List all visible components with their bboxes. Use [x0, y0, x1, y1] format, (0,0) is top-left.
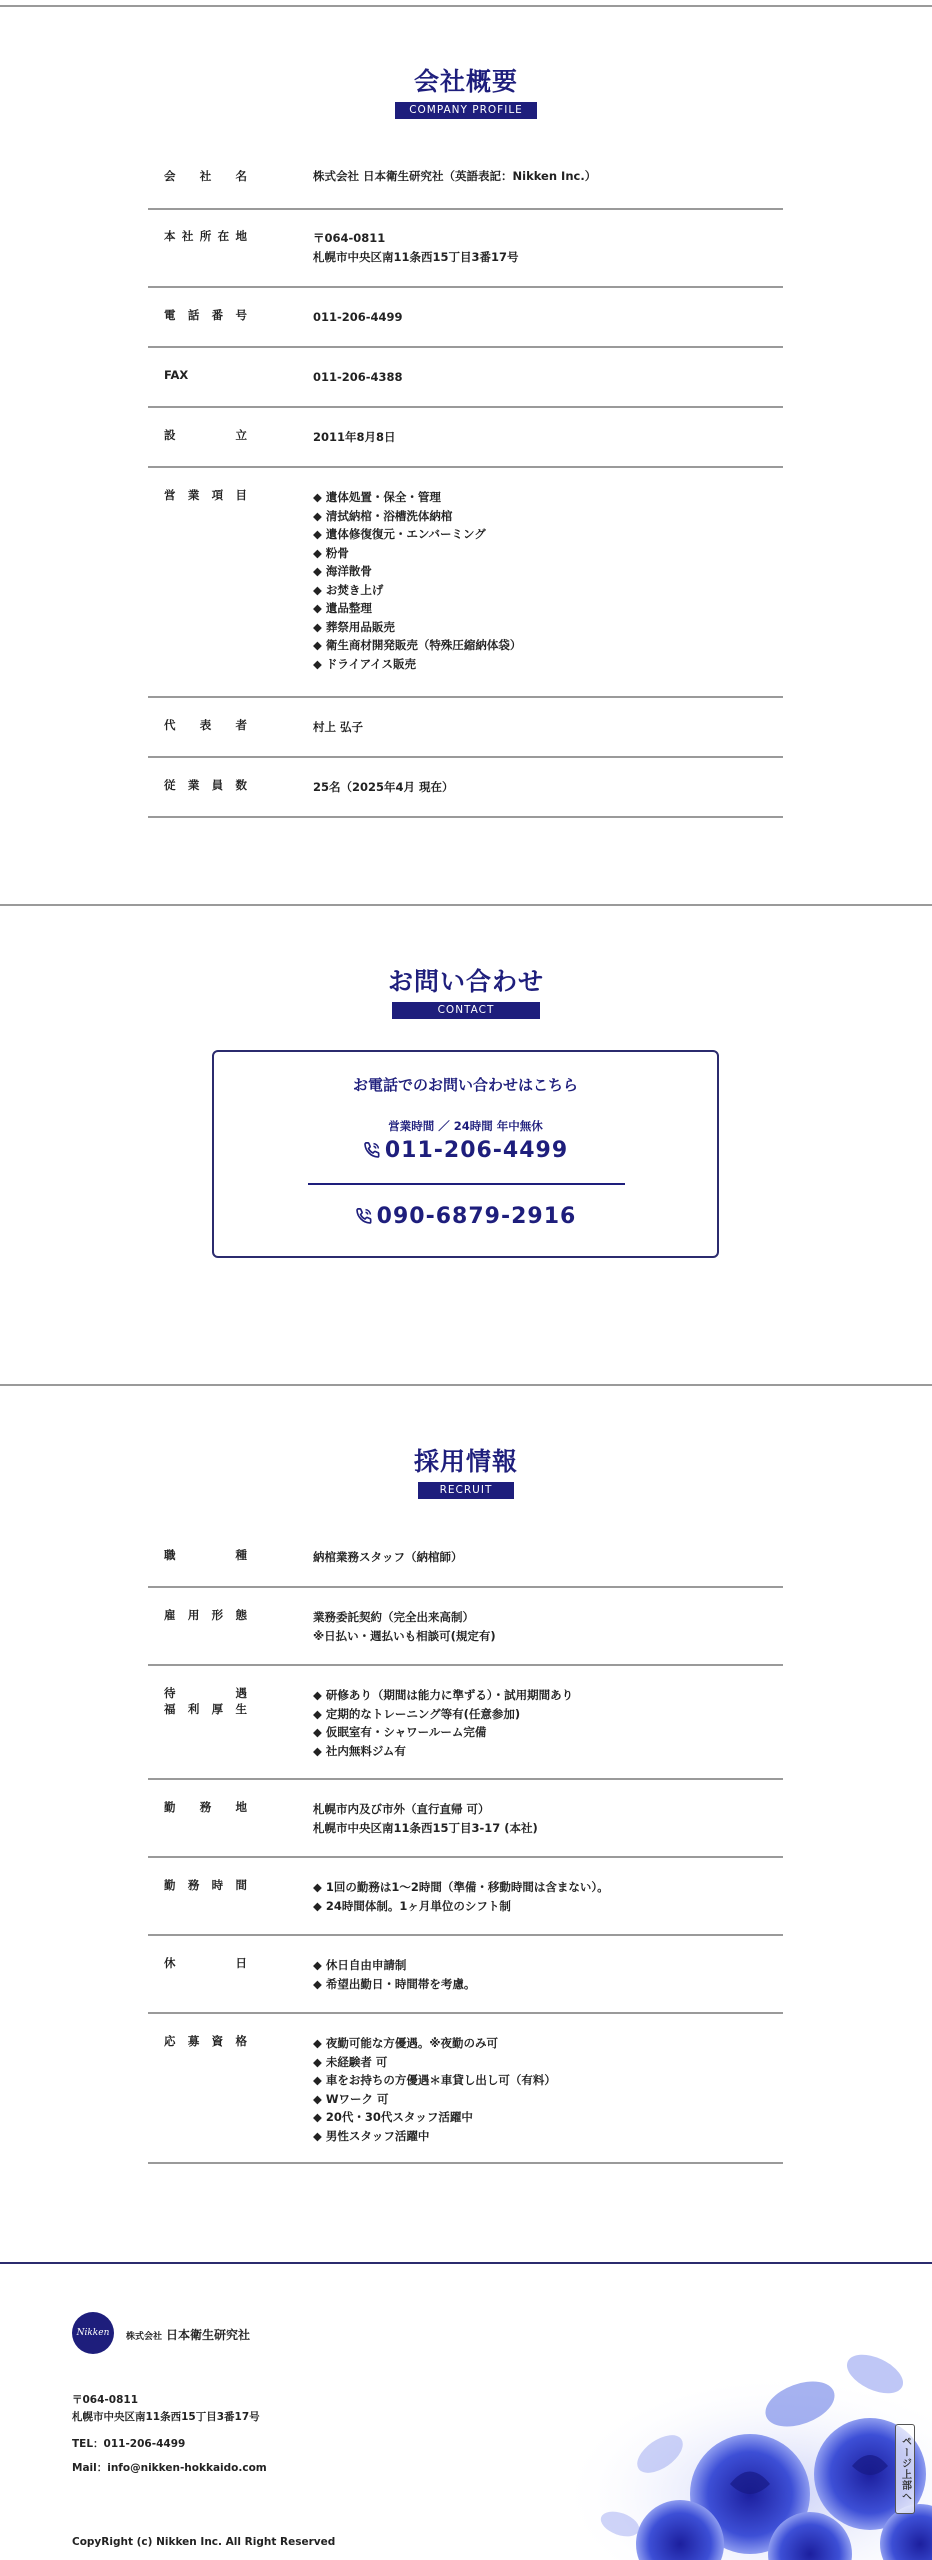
company-profile-tag: COMPANY PROFILE [395, 102, 537, 119]
company-profile-heading [0, 66, 932, 119]
row-value: 〒064-0811 札幌市中央区南11条西15丁目3番17号 [313, 231, 519, 264]
footer-address: 〒064-0811 札幌市中央区南11条西15丁目3番17号 [72, 2394, 260, 2423]
footer-tel[interactable]: TEL：011-206-4499 [72, 2438, 186, 2450]
row-value: 2011年8月8日 [313, 430, 396, 444]
row-value: ◆ 遺体処置・保全・管理 ◆ 清拭納棺・浴槽洗体納棺 ◆ 遺体修復復元・エンバーミング ◆ 粉骨 ◆ 海洋散骨 ◆ お焚き上げ ◆ 遺品整理 ◆ 葬祭用品販売 ◆ 衛生商材開発販売（特殊圧縮納体袋） ◆ ドライアイス販売 [313, 490, 522, 671]
row-label: 職種 [164, 1548, 247, 1562]
table-row [148, 1936, 783, 2014]
contact-title: お問い合わせ [387, 967, 544, 996]
contact-separator [308, 1183, 625, 1185]
footer [0, 2264, 932, 2560]
top-rule [0, 5, 932, 7]
section-divider [0, 904, 932, 906]
row-value: 札幌市内及び市外（直行直帰 可） 札幌市中央区南11条西15丁目3-17 (本社) [313, 1802, 538, 1835]
table-row [148, 210, 783, 288]
row-value: 株式会社 日本衛生研究社（英語表記：Nikken Inc.） [313, 169, 597, 183]
row-label: 勤務地 [164, 1800, 247, 1814]
section-divider [0, 1384, 932, 1386]
row-value: ◆ 研修あり（期間は能力に準ずる）・試用期間あり ◆ 定期的なトレーニング等有(任意参加) ◆ 仮眠室有・シャワールーム完備 ◆ 社内無料ジム有 [313, 1688, 574, 1758]
row-value: ◆ 1回の勤務は1〜2時間（準備・移動時間は含まない）。 ◆ 24時間体制。1ヶ月単位のシフト制 [313, 1880, 609, 1913]
row-value: ◆ 休日自由申請制 ◆ 希望出勤日・時間帯を考慮。 [313, 1958, 476, 1991]
row-label: 本社所在地 [164, 229, 247, 243]
tel-link-primary[interactable]: 011-206-4499 [214, 1138, 717, 1163]
roses-illustration [480, 2344, 932, 2560]
table-row [148, 758, 783, 818]
row-value: 業務委託契約（完全出来高制） ※日払い・週払いも相談可(規定有) [313, 1610, 496, 1643]
row-value: 25名（2025年4月 現在） [313, 780, 454, 794]
row-label: 雇用形態 [164, 1608, 247, 1622]
recruit-table [148, 1526, 783, 2164]
contact-tag: CONTACT [392, 1002, 541, 1019]
tel-link-secondary[interactable]: 090-6879-2916 [214, 1204, 717, 1229]
table-row [148, 1780, 783, 1858]
recruit-tag: RECRUIT [418, 1482, 515, 1499]
row-label: 代表者 [164, 718, 247, 732]
table-row [148, 1526, 783, 1588]
recruit-title: 採用情報 [413, 1447, 518, 1476]
footer-company-name: 株式会社 日本衛生研究社 [126, 2328, 251, 2342]
page-top-button[interactable]: ページ上部へ [895, 2424, 915, 2514]
phone-icon [355, 1207, 373, 1225]
contact-box [212, 1050, 719, 1258]
table-row [148, 1666, 783, 1780]
row-value: ◆ 夜勤可能な方優遇。※夜勤のみ可 ◆ 未経験者 可 ◆ 車をお持ちの方優遇＊車貸し出し可（有料） ◆ Wワーク 可 ◆ 20代・30代スタッフ活躍中 ◆ 男性スタッフ活躍中 [313, 2036, 556, 2143]
row-label-secondary: 福利厚生 [164, 1702, 247, 1716]
copyright: CopyRight (c) Nikken Inc. All Right Reserved [72, 2536, 336, 2548]
company-logo[interactable]: Nikken [72, 2312, 114, 2354]
row-label: FAX [164, 368, 189, 382]
footer-mail[interactable]: Mail：info@nikken-hokkaido.com [72, 2462, 267, 2474]
row-label: 従業員数 [164, 778, 247, 792]
row-label: 会社名 [164, 169, 247, 183]
row-value: 011-206-4499 [313, 310, 403, 324]
table-row [148, 2014, 783, 2164]
table-row [148, 698, 783, 758]
business-hours: 営業時間 ／ 24時間 年中無休 [388, 1119, 543, 1133]
table-row [148, 1858, 783, 1936]
company-profile-title: 会社概要 [413, 67, 518, 96]
table-row [148, 468, 783, 698]
row-label: 待遇 [164, 1686, 247, 1700]
row-label: 営業項目 [164, 488, 247, 502]
contact-heading [0, 966, 932, 1019]
row-value: 村上 弘子 [313, 720, 364, 734]
company-profile-table [148, 148, 783, 818]
table-row [148, 1588, 783, 1666]
recruit-heading [0, 1446, 932, 1499]
row-label: 電話番号 [164, 308, 247, 322]
table-row [148, 408, 783, 468]
row-label: 休日 [164, 1956, 247, 1970]
row-label: 応募資格 [164, 2034, 247, 2048]
table-row [148, 288, 783, 348]
table-row [148, 348, 783, 408]
row-value: 納棺業務スタッフ（納棺師） [313, 1550, 463, 1564]
contact-lead: お電話でのお問い合わせはこちら [352, 1076, 578, 1094]
row-label: 勤務時間 [164, 1878, 247, 1892]
row-label: 設立 [164, 428, 247, 442]
row-value: 011-206-4388 [313, 370, 403, 384]
table-row [148, 148, 783, 210]
phone-icon [363, 1141, 381, 1159]
